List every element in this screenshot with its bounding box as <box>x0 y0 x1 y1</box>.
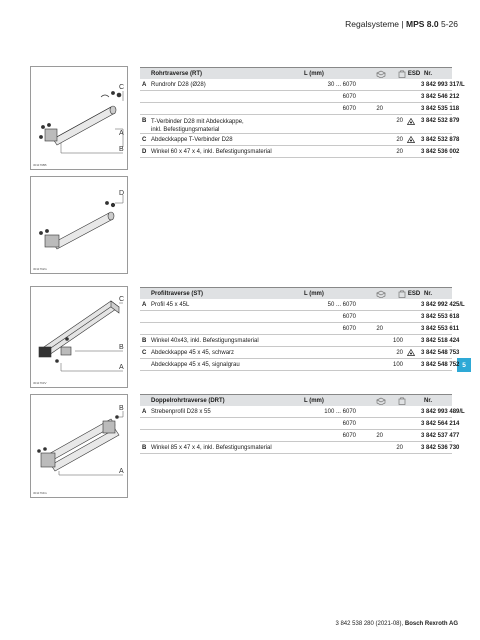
length-header: L (mm) <box>304 70 324 77</box>
table-row <box>140 103 460 115</box>
item-esd <box>403 349 419 356</box>
figure-rohrtraverse <box>30 66 128 170</box>
doppelrohrtraverse-drawing <box>31 395 127 497</box>
item-part-number: 3 842 535 118 <box>421 105 460 112</box>
page-footer <box>335 621 458 627</box>
table-header <box>140 287 452 299</box>
figure-label: A <box>119 468 124 475</box>
figure-label: D <box>119 190 125 197</box>
item-part-number: 3 842 564 214 <box>421 420 460 427</box>
figure-code: 3011798B <box>33 163 47 167</box>
table-row <box>140 115 460 134</box>
item-description: Winkel 60 x 47 x 4, inkl. Befestigungsmaterial <box>151 148 272 155</box>
qty-icon <box>398 397 406 405</box>
page-header <box>345 19 458 29</box>
table-row <box>140 299 465 311</box>
item-part-number: 3 842 993 489/L <box>421 408 465 415</box>
figure-code: 3011762G <box>33 267 47 271</box>
item-quantity: 20 <box>396 136 403 143</box>
header-separator: | <box>401 19 404 29</box>
profiltraverse-drawing <box>31 287 127 387</box>
number-header: Nr. <box>424 70 433 77</box>
figure-code: 3011763V <box>33 381 47 385</box>
item-letter: C <box>142 349 147 356</box>
figure-label: B <box>119 146 124 153</box>
pack-icon <box>376 290 386 298</box>
qty-icon <box>398 70 406 78</box>
table-title: Rohrtraverse (RT) <box>151 70 203 77</box>
table-rohrtraverse <box>140 67 465 158</box>
figure-doppelrohrtraverse <box>30 394 128 498</box>
item-letter: A <box>142 301 147 308</box>
item-description: Winkel 85 x 47 x 4, inkl. Befestigungsmaterial <box>151 444 272 451</box>
table-row <box>140 311 460 323</box>
item-length: 6070 <box>342 325 356 332</box>
item-part-number: 3 842 548 753 <box>421 349 460 356</box>
table-row <box>140 359 460 371</box>
table-row <box>140 91 460 103</box>
figure-label: A <box>119 364 124 371</box>
item-description: Abdeckkappe 45 x 45, signalgrau <box>151 361 240 368</box>
item-letter: A <box>142 408 147 415</box>
figure-winkel <box>30 176 128 274</box>
item-letter: B <box>142 444 147 451</box>
item-description: Abdeckkappe 45 x 45, schwarz <box>151 349 235 356</box>
item-length: 6070 <box>342 420 356 427</box>
table-row <box>140 134 460 146</box>
qty-icon <box>398 290 406 298</box>
number-header: Nr. <box>424 290 433 297</box>
item-part-number: 3 842 532 879 <box>421 118 460 124</box>
item-description: Profil 45 x 45L <box>151 301 190 308</box>
chapter-tab[interactable]: 5 <box>457 358 471 372</box>
figure-profiltraverse <box>30 286 128 388</box>
page-number: 5-26 <box>440 19 458 29</box>
item-length: 6070 <box>342 313 356 320</box>
item-description: Winkel 40x43, inkl. Befestigungsmaterial <box>151 337 259 344</box>
item-letter: B <box>142 337 147 344</box>
item-letter: C <box>142 136 147 143</box>
item-part-number: 3 842 553 618 <box>421 313 460 320</box>
figure-label: B <box>119 344 124 351</box>
table-row <box>140 79 465 91</box>
item-part-number: 3 842 536 002 <box>421 148 460 155</box>
table-profiltraverse <box>140 287 465 371</box>
item-part-number: 3 842 992 425/L <box>421 301 465 308</box>
item-quantity: 100 <box>392 337 403 344</box>
table-row <box>140 347 460 359</box>
table-row <box>140 442 460 454</box>
esd-warning-icon <box>407 118 415 125</box>
item-letter: D <box>142 148 147 155</box>
item-description: Abdeckkappe T-Verbinder D28 <box>151 136 233 143</box>
table-row <box>140 323 460 335</box>
table-title: Doppelrohrtraverse (DRT) <box>151 397 225 404</box>
item-part-number: 3 842 532 878 <box>421 136 460 143</box>
figure-code: 3011764G <box>33 491 47 495</box>
item-description: Rundrohr D28 (Ø28) <box>151 81 206 88</box>
item-part-number: 3 842 518 424 <box>421 337 460 344</box>
table-row <box>140 418 460 430</box>
item-quantity: 20 <box>396 148 403 155</box>
number-header: Nr. <box>424 397 433 404</box>
item-pack-count: 20 <box>376 105 383 112</box>
esd-header: ESD <box>407 290 421 297</box>
item-description: Strebenprofil D28 x 55 <box>151 408 211 415</box>
document-number: 3 842 538 280 (2021-08), <box>335 621 404 627</box>
pack-icon <box>376 70 386 78</box>
item-esd <box>403 118 419 125</box>
item-quantity: 20 <box>396 349 403 356</box>
table-row <box>140 406 465 418</box>
item-esd <box>403 136 419 143</box>
item-description: T-Verbinder D28 mit Abdeckkappe, inkl. Befestigungsmaterial <box>151 119 244 133</box>
item-pack-count: 20 <box>376 432 383 439</box>
item-length: 30 ... 6070 <box>327 81 356 88</box>
item-quantity: 100 <box>392 361 403 368</box>
pack-icon <box>376 397 386 405</box>
item-letter: A <box>142 81 147 88</box>
esd-header: ESD <box>407 70 421 77</box>
table-title: Profiltraverse (ST) <box>151 290 204 297</box>
length-header: L (mm) <box>304 397 324 404</box>
item-pack-count: 20 <box>376 325 383 332</box>
item-part-number: 3 842 993 317/L <box>421 81 465 88</box>
section-title: Regalsysteme <box>345 19 400 29</box>
item-length: 100 ... 6070 <box>324 408 356 415</box>
item-length: 6070 <box>342 93 356 100</box>
length-header: L (mm) <box>304 290 324 297</box>
company-name: Bosch Rexroth AG <box>404 621 458 627</box>
winkel-drawing <box>31 177 127 273</box>
table-header <box>140 394 452 406</box>
table-row <box>140 430 460 442</box>
table-header <box>140 67 452 79</box>
item-quantity: 20 <box>396 444 403 451</box>
figure-label: C <box>119 84 125 91</box>
item-letter: B <box>142 118 147 124</box>
esd-warning-icon <box>407 136 415 143</box>
table-doppelrohrtraverse <box>140 394 465 454</box>
item-part-number: 3 842 536 730 <box>421 444 460 451</box>
table-row <box>140 335 460 347</box>
table-row <box>140 146 460 158</box>
item-part-number: 3 842 546 212 <box>421 93 460 100</box>
item-part-number: 3 842 537 477 <box>421 432 460 439</box>
rohrtraverse-drawing <box>31 67 127 169</box>
esd-warning-icon <box>407 349 415 356</box>
figure-label: A <box>119 130 124 137</box>
item-length: 6070 <box>342 432 356 439</box>
product-name: MPS 8.0 <box>406 19 439 29</box>
item-part-number: 3 842 548 752 <box>421 361 460 368</box>
item-length: 50 ... 6070 <box>327 301 356 308</box>
item-quantity: 20 <box>396 118 403 124</box>
item-description-line2: inkl. Befestigungsmaterial <box>151 127 220 133</box>
figure-label: B <box>119 405 124 412</box>
item-part-number: 3 842 553 611 <box>421 325 460 332</box>
item-length: 6070 <box>342 105 356 112</box>
figure-label: C <box>119 296 125 303</box>
